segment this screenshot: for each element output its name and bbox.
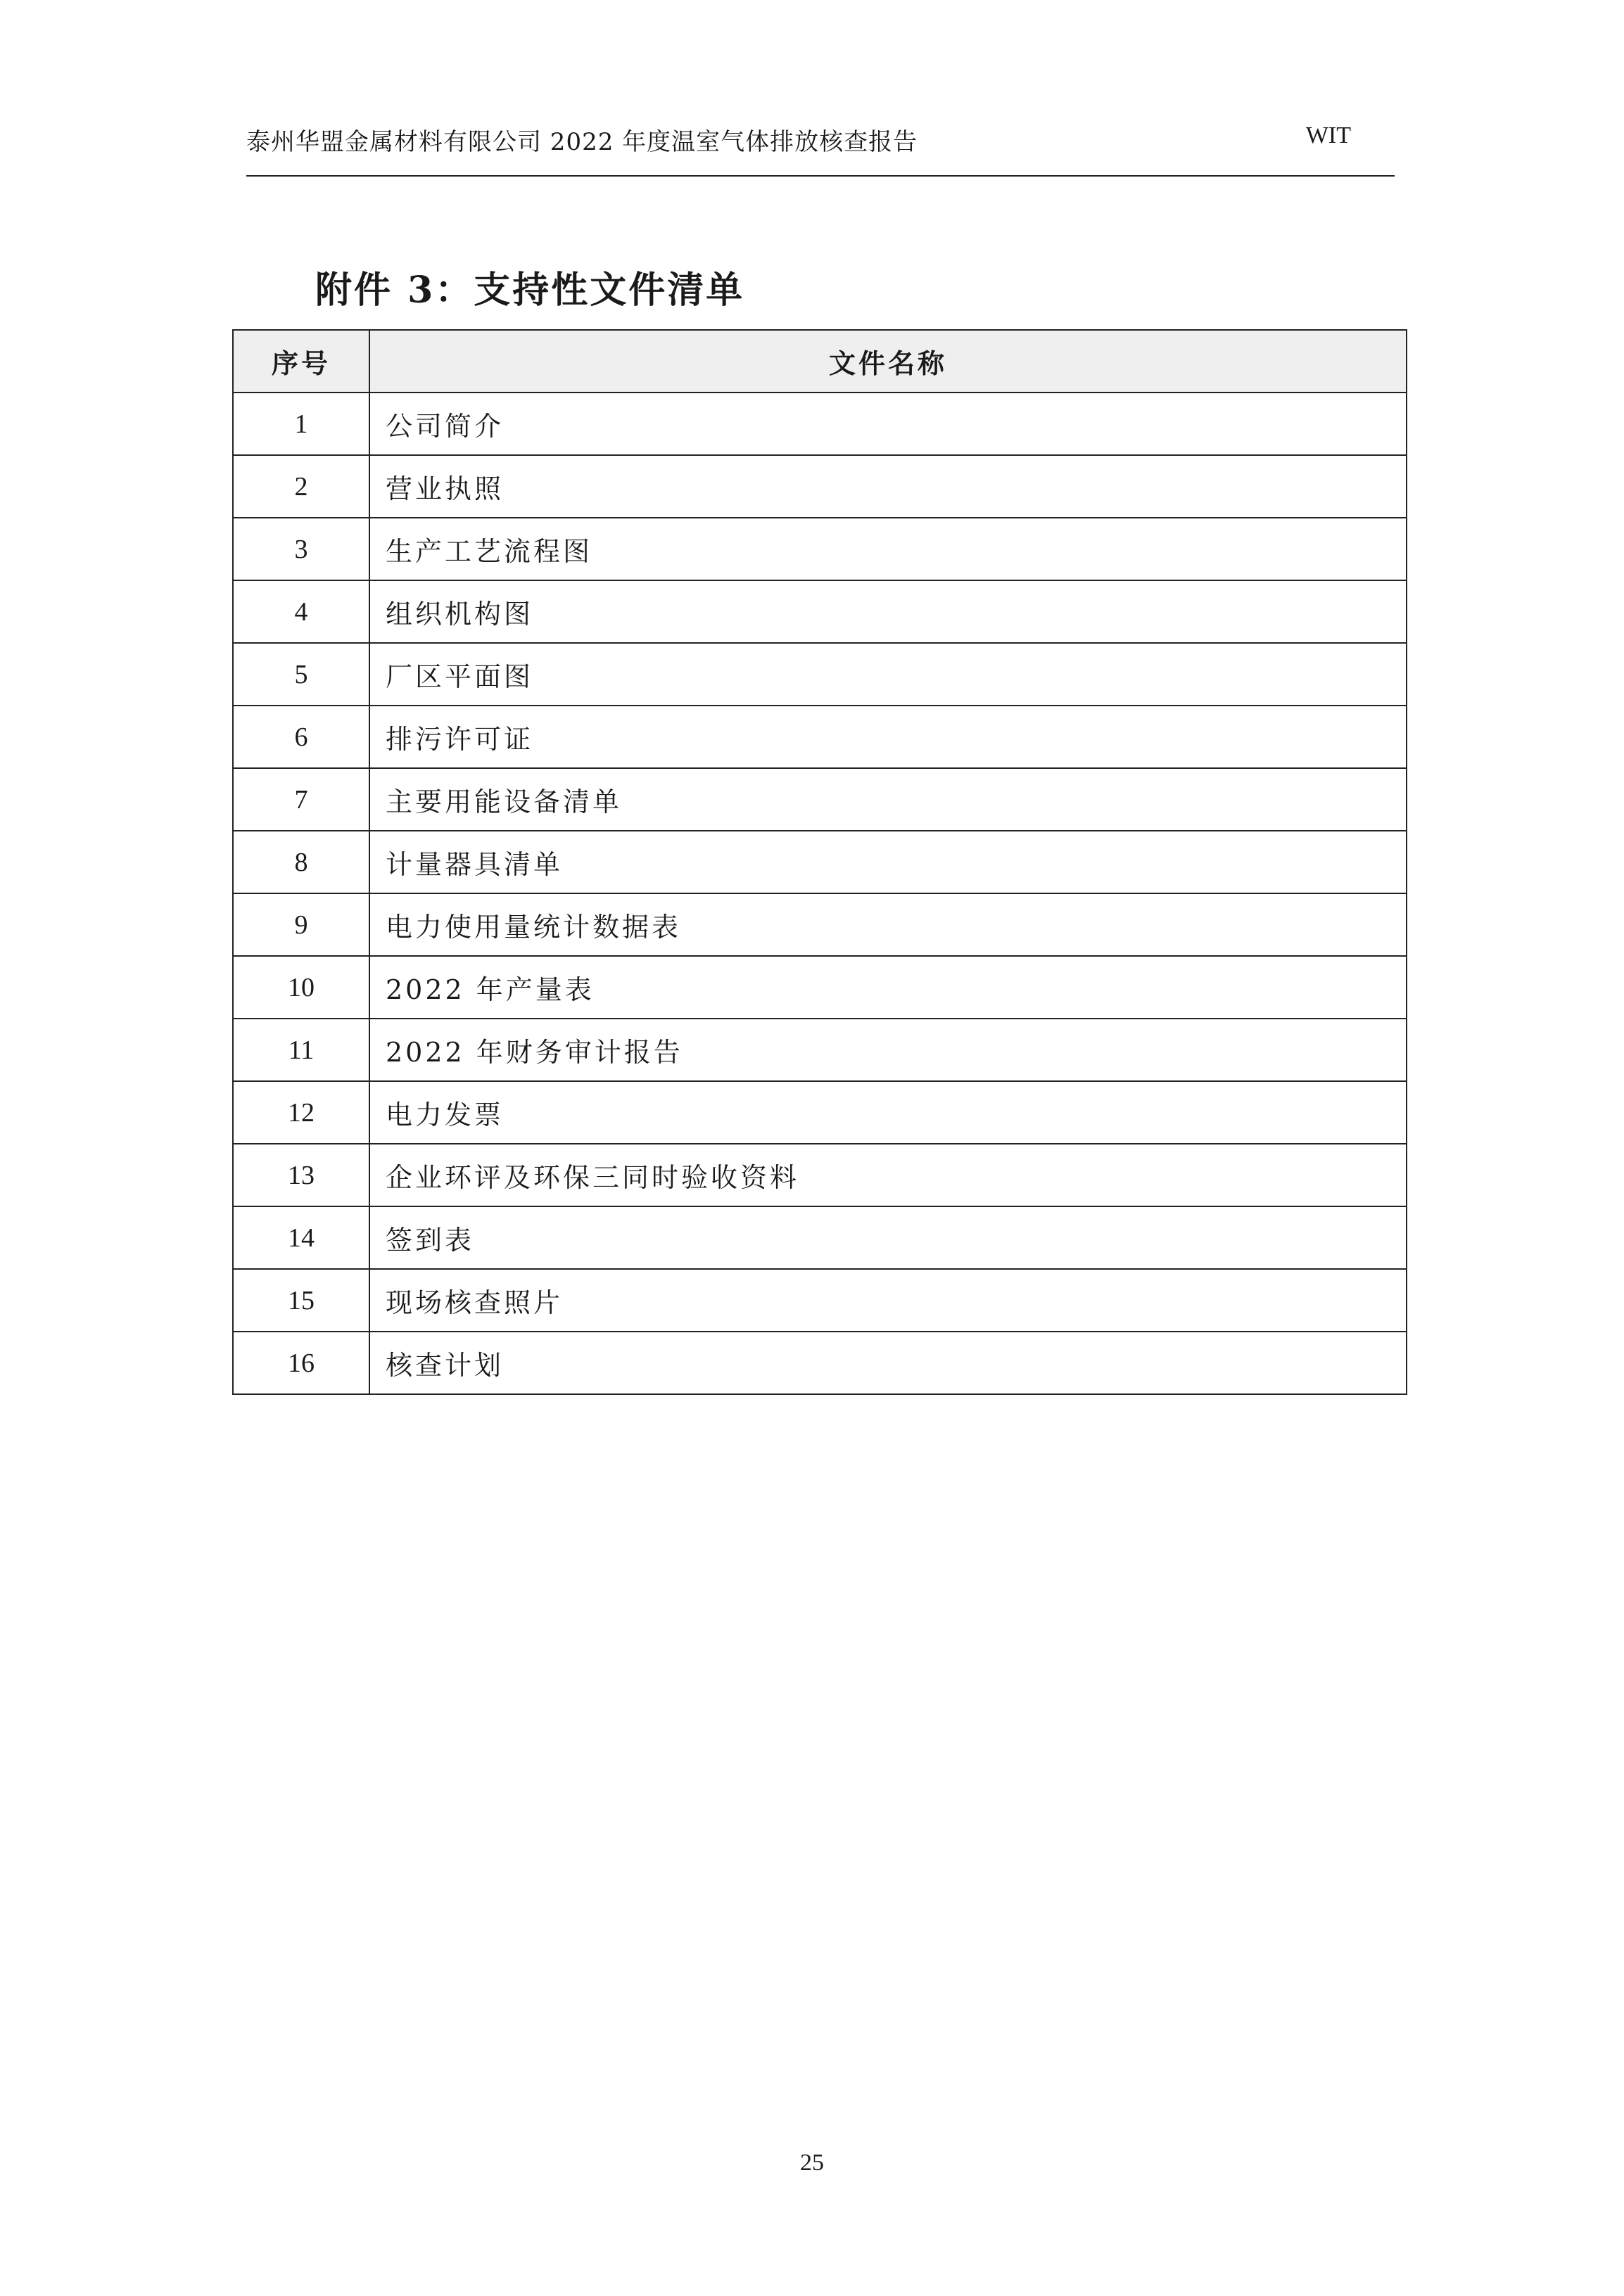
document-name: 电力发票 xyxy=(369,1081,1407,1144)
table-row xyxy=(233,1144,1407,1206)
document-name: 现场核查照片 xyxy=(369,1269,1407,1332)
document-name: 营业执照 xyxy=(369,455,1407,518)
row-number: 15 xyxy=(233,1269,369,1332)
table-row xyxy=(233,1019,1407,1081)
row-number: 14 xyxy=(233,1206,369,1269)
table-body xyxy=(233,393,1407,1394)
header-divider xyxy=(246,175,1395,177)
table-row xyxy=(233,893,1407,956)
table-row xyxy=(233,1332,1407,1394)
document-name: 2022 年财务审计报告 xyxy=(369,1019,1407,1081)
document-name: 计量器具清单 xyxy=(369,831,1407,893)
document-name: 签到表 xyxy=(369,1206,1407,1269)
row-number: 16 xyxy=(233,1332,369,1394)
row-number: 11 xyxy=(233,1019,369,1081)
table-row xyxy=(233,831,1407,893)
row-number: 9 xyxy=(233,893,369,956)
column-header-number: 序号 xyxy=(233,330,369,393)
document-name: 企业环评及环保三同时验收资料 xyxy=(369,1144,1407,1206)
row-number: 4 xyxy=(233,580,369,643)
row-number: 13 xyxy=(233,1144,369,1206)
row-number: 3 xyxy=(233,518,369,580)
document-name: 主要用能设备清单 xyxy=(369,768,1407,831)
page-number: 25 xyxy=(800,2150,824,2176)
row-number: 8 xyxy=(233,831,369,893)
row-number: 5 xyxy=(233,643,369,706)
table-row xyxy=(233,643,1407,706)
report-title: 泰州华盟金属材料有限公司 2022 年度温室气体排放核查报告 xyxy=(246,128,918,156)
table-row xyxy=(233,768,1407,831)
document-name: 电力使用量统计数据表 xyxy=(369,893,1407,956)
table-row xyxy=(233,393,1407,455)
row-number: 12 xyxy=(233,1081,369,1144)
table-row xyxy=(233,706,1407,768)
document-name: 厂区平面图 xyxy=(369,643,1407,706)
table-row xyxy=(233,518,1407,580)
document-name: 核查计划 xyxy=(369,1332,1407,1394)
row-number: 6 xyxy=(233,706,369,768)
document-name: 排污许可证 xyxy=(369,706,1407,768)
document-name: 组织机构图 xyxy=(369,580,1407,643)
table-row xyxy=(233,455,1407,518)
document-name: 公司简介 xyxy=(369,393,1407,455)
table-row xyxy=(233,1269,1407,1332)
document-name: 2022 年产量表 xyxy=(369,956,1407,1019)
report-code: WIT xyxy=(1305,122,1351,148)
table-row xyxy=(233,1206,1407,1269)
row-number: 7 xyxy=(233,768,369,831)
table-row xyxy=(233,956,1407,1019)
appendix-title: 附件 3：支持性文件清单 xyxy=(315,269,745,312)
table-row xyxy=(233,580,1407,643)
page-header xyxy=(246,118,1393,159)
row-number: 10 xyxy=(233,956,369,1019)
table-row xyxy=(233,1081,1407,1144)
column-header-document-name: 文件名称 xyxy=(369,330,1407,393)
supporting-documents-table xyxy=(232,329,1407,1395)
row-number: 2 xyxy=(233,455,369,518)
document-name: 生产工艺流程图 xyxy=(369,518,1407,580)
table-header-row xyxy=(233,330,1407,393)
row-number: 1 xyxy=(233,393,369,455)
